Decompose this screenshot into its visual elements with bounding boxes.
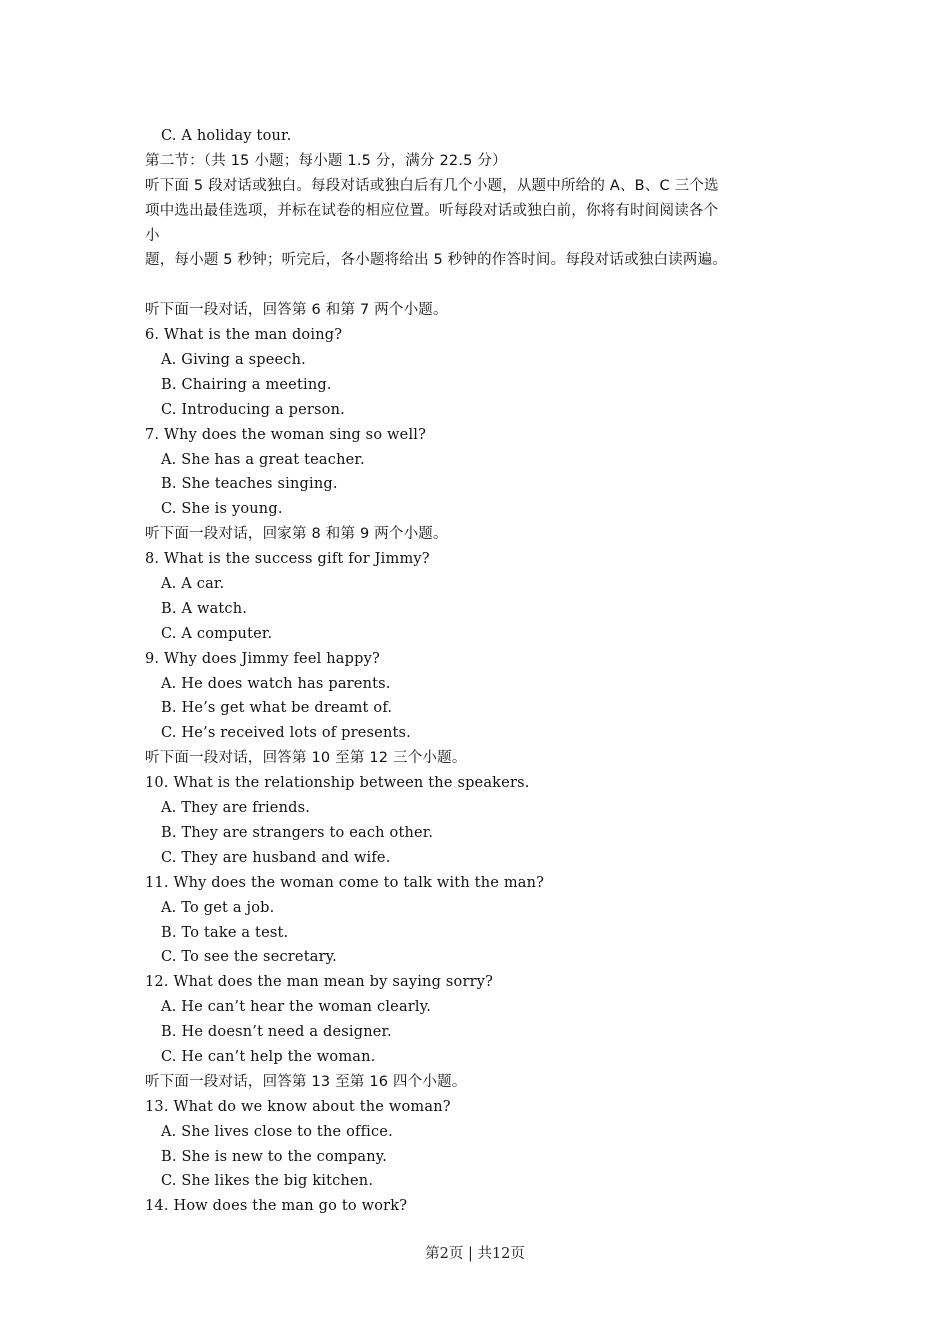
answer-option: A. He can’t hear the woman clearly. (161, 999, 432, 1016)
section-instruction: 听下面一段对话，回答第 10 至第 12 三个小题。 (145, 750, 467, 767)
answer-option: B. They are strangers to each other. (161, 824, 434, 841)
question-text: 13. What do we know about the woman? (145, 1098, 451, 1115)
answer-option: C. They are husband and wife. (161, 849, 391, 866)
section-instruction: 听下面 5 段对话或独白。每段对话或独白后有几个小题，从题中所给的 A、B、C 三个选 (145, 177, 719, 194)
answer-option: A. They are friends. (161, 800, 311, 817)
section-instruction: 第二节：（共 15 小题；每小题 1.5 分，满分 22.5 分） (145, 152, 507, 169)
section-instruction: 听下面一段对话，回家第 8 和第 9 两个小题。 (145, 526, 448, 543)
page-footer: 第2页 | 共12页 (425, 1246, 525, 1262)
blank-line (145, 273, 825, 298)
section-instruction: 项中选出最佳选项，并标在试卷的相应位置。听每段对话或独白前，你将有时间阅读各个 (145, 202, 719, 219)
answer-option: B. Chairing a meeting. (161, 376, 332, 393)
answer-option: A. He does watch has parents. (161, 675, 391, 692)
question-text: 11. Why does the woman come to talk with the man? (145, 874, 545, 891)
question-text: 12. What does the man mean by saying sorry? (145, 974, 494, 991)
question-text: 7. Why does the woman sing so well? (145, 426, 427, 443)
answer-option: C. He can’t help the woman. (161, 1048, 376, 1065)
answer-option: C. A computer. (161, 625, 273, 642)
section-instruction: 听下面一段对话，回答第 13 至第 16 四个小题。 (145, 1073, 467, 1090)
answer-option: A. To get a job. (161, 899, 275, 916)
exam-content (145, 124, 825, 1219)
answer-option: C. He’s received lots of presents. (161, 725, 411, 742)
answer-option: B. He’s get what be dreamt of. (161, 700, 393, 717)
question-text: 10. What is the relationship between the speakers. (145, 775, 530, 792)
answer-option: A. A car. (161, 576, 225, 593)
answer-option: B. A watch. (161, 600, 248, 617)
answer-option: C. A holiday tour. (161, 128, 292, 144)
answer-option: B. She teaches singing. (161, 476, 338, 493)
question-text: 8. What is the success gift for Jimmy? (145, 551, 430, 568)
answer-option: B. She is new to the company. (161, 1148, 388, 1165)
section-instruction: 题，每小题 5 秒钟；听完后，各小题将给出 5 秒钟的作答时间。每段对话或独白读两遍。 (145, 252, 727, 269)
answer-option: B. To take a test. (161, 924, 289, 941)
question-text: 9. Why does Jimmy feel happy? (145, 650, 380, 667)
section-instruction: 小 (145, 227, 160, 244)
answer-option: C. She likes the big kitchen. (161, 1173, 374, 1190)
question-text: 14. How does the man go to work? (145, 1198, 408, 1215)
answer-option: C. To see the secretary. (161, 949, 337, 966)
answer-option: A. She has a great teacher. (161, 451, 365, 468)
answer-option: A. She lives close to the office. (161, 1123, 393, 1140)
answer-option: A. Giving a speech. (161, 352, 306, 369)
answer-option: C. Introducing a person. (161, 401, 345, 418)
section-instruction: 听下面一段对话，回答第 6 和第 7 两个小题。 (145, 302, 448, 319)
answer-option: B. He doesn’t need a designer. (161, 1024, 392, 1041)
question-text: 6. What is the man doing? (145, 327, 343, 344)
answer-option: C. She is young. (161, 501, 283, 518)
